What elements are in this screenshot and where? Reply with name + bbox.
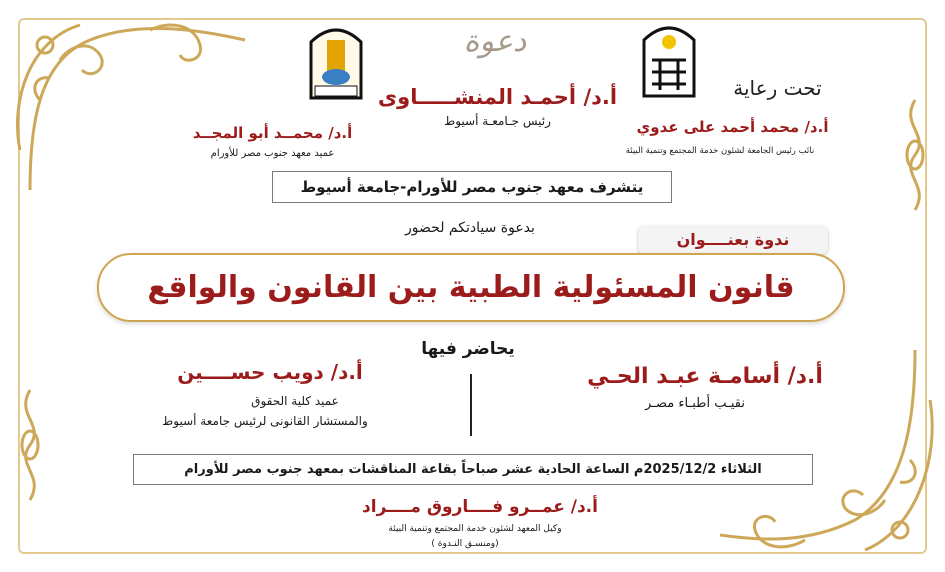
ornament-top-left	[0, 0, 250, 200]
patron-left-name: أ.د/ محمــد أبو المجــد	[192, 124, 353, 142]
patron-right-title: نائب رئيس الجامعة لشئون خدمة المجتمع وتنمية البيئة	[625, 146, 815, 156]
patron-right-name: أ.د/ محمد أحمد على عدوي	[636, 118, 829, 136]
coordinator-title: وكيل المعهد لشئون خدمة المجتمع وتنمية البيئة	[388, 524, 562, 534]
lecturer-left-title-1: عميد كلية الحقوق	[251, 394, 339, 408]
lecturer-divider	[470, 374, 472, 436]
invite-line: بدعوة سيادتكم لحضور	[405, 220, 535, 236]
invitation-script: دعوة	[463, 23, 527, 59]
lecturer-right-name: أ.د/ أسامـة عبـد الحـي	[587, 364, 823, 389]
lecturer-right-title: نقيـب أطبـاء مصـر	[645, 396, 745, 411]
schedule-text: الثلاثاء 2025/12/2م الساعة الحادية عشر صباحاً بقاعة المناقشات بمعهد جنوب مصر للأورام	[184, 462, 762, 477]
lecturer-left-name: أ.د/ دويب حســــين	[177, 360, 363, 384]
south-egypt-cancer-institute-logo	[305, 22, 367, 102]
ornament-left-side	[10, 385, 50, 505]
lecturers-label: يحاضر فيها	[421, 339, 515, 359]
patron-center-title: رئيس جـامعـة أسيوط	[444, 114, 551, 128]
patron-left-title: عميد معهد جنوب مصر للأورام	[210, 148, 335, 159]
symposium-title-box	[97, 253, 845, 322]
schedule-box	[133, 454, 813, 485]
coordinator-role: (ومنسـق النـدوة )	[431, 539, 499, 549]
coordinator-name: أ.د/ عمــرو فــــاروق مــــراد	[362, 497, 598, 517]
symposium-title: قانون المسئولية الطبية بين القانون والواقع	[147, 270, 795, 305]
symposium-label: ندوة بعنــــوان	[638, 226, 828, 254]
patron-center-name: أ.د/ أحمـد المنشـــــاوى	[377, 85, 618, 109]
host-text: يتشرف معهد جنوب مصر للأورام-جامعة أسيوط	[300, 178, 644, 196]
under-patronage-label: تحت رعاية	[733, 76, 822, 100]
assiut-university-logo	[640, 20, 698, 98]
lecturer-left-title-2: والمستشار القانونى لرئيس جامعة أسيوط	[162, 414, 368, 428]
host-box	[272, 171, 672, 203]
ornament-right-side	[895, 95, 935, 215]
